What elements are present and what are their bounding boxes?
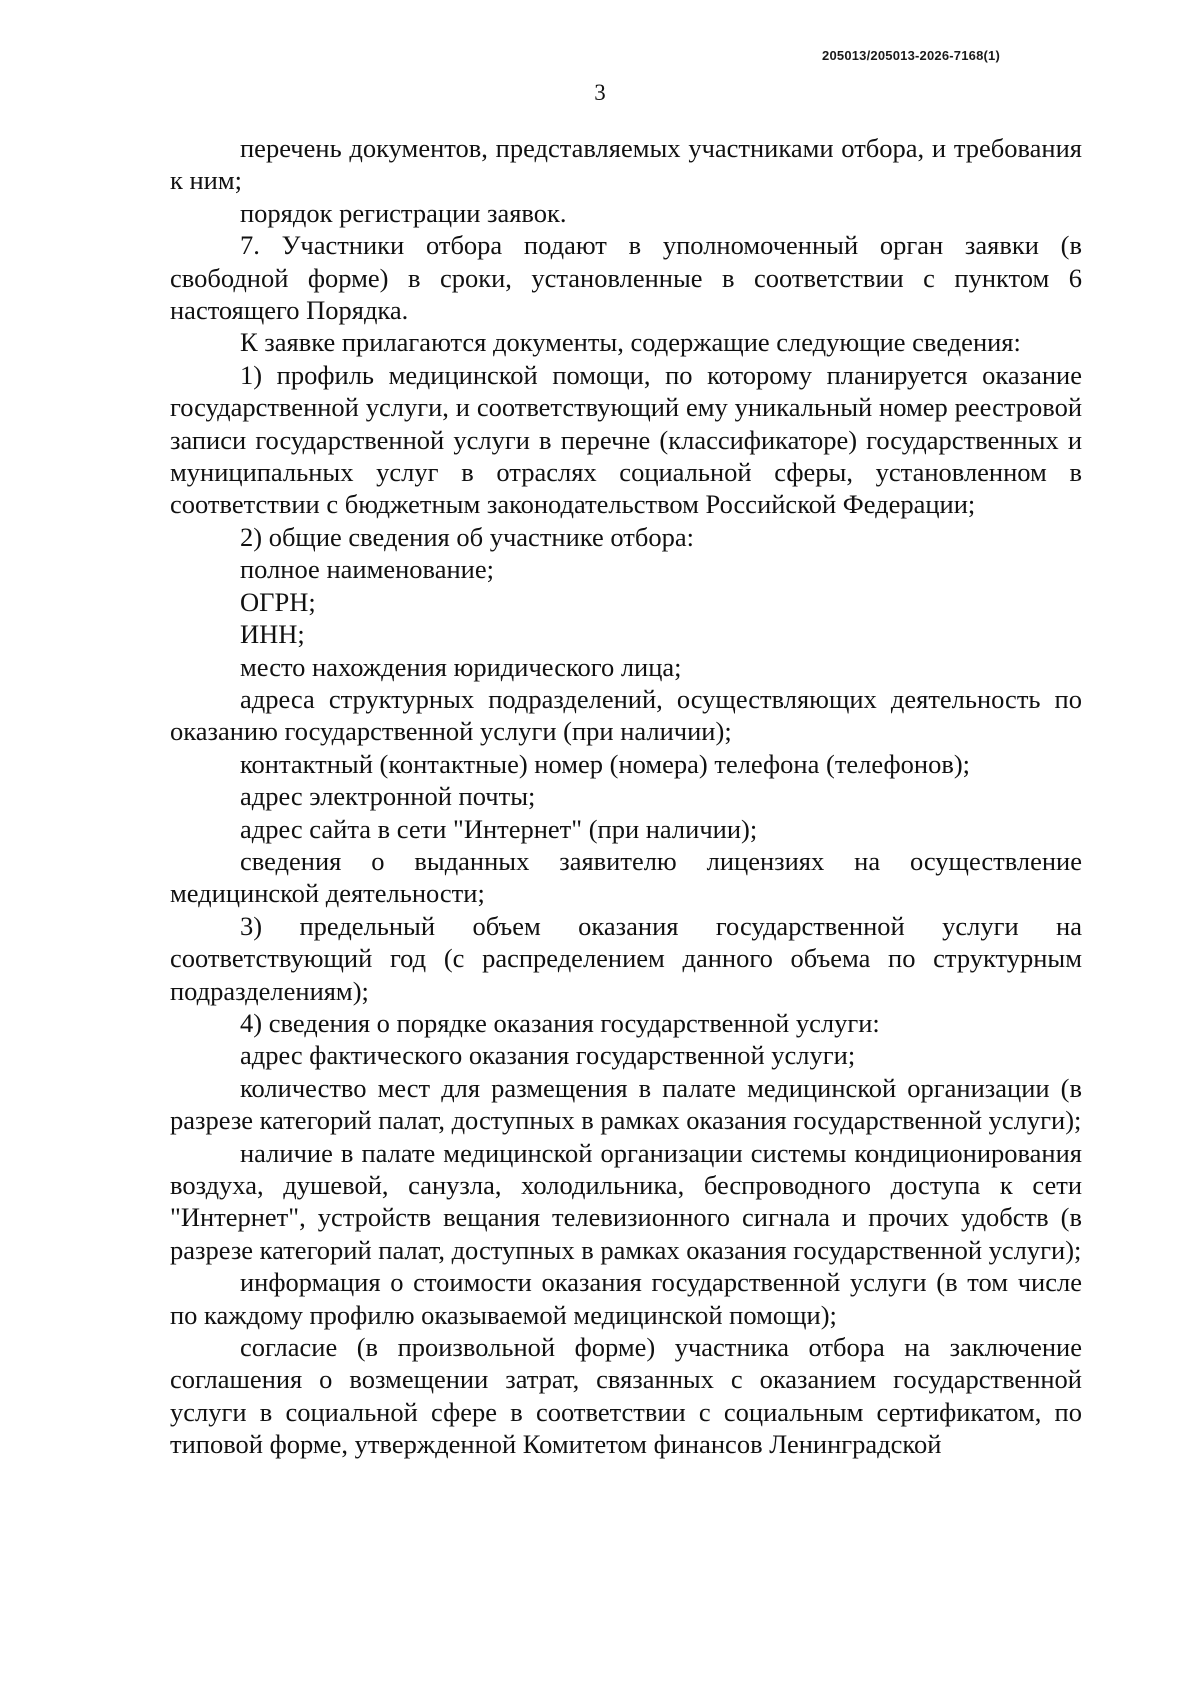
paragraph-email: адрес электронной почты; bbox=[240, 781, 536, 812]
paragraph-phone: контактный (контактные) номер (номера) телефона (телефонов); bbox=[240, 748, 971, 779]
paragraph-actual-address: адрес фактического оказания государственной услуги; bbox=[240, 1040, 856, 1071]
paragraph-division-addresses: адреса структурных подразделений, осуществляющих деятельность по оказанию государственной услуги (при наличии); bbox=[170, 683, 1082, 747]
paragraph-places-count: количество мест для размещения в палате медицинской организации (в разрезе категорий палат, доступных в рамках оказания государственной услуги); bbox=[170, 1072, 1082, 1136]
page-number: 3 bbox=[594, 80, 606, 105]
paragraph-ogrn: ОГРН; bbox=[240, 586, 316, 617]
paragraph-clause-7: 7. Участники отбора подают в уполномоченный орган заявки (в свободной форме) в сроки, установленные в соответствии с пунктом 6 настоящего Порядка. bbox=[170, 230, 1082, 326]
paragraph-amenities: наличие в палате медицинской организации системы кондиционирования воздуха, душевой, санузла, холодильника, беспроводного доступа к сети "Интернет", устройств вещания телевизионного сигнала и прочих удобств (в разрезе категорий палат, доступных в рамках оказания государственной услуги); bbox=[170, 1137, 1082, 1265]
paragraph-website: адрес сайта в сети "Интернет" (при наличии); bbox=[240, 813, 758, 844]
paragraph-consent: согласие (в произвольной форме) участника отбора на заключение соглашения о возмещении затрат, связанных с оказанием государственной услуги в социальной сфере в соответствии с социальным сертификатом, по типовой форме, утвержденной Комитетом финансов Ленинградской bbox=[170, 1332, 1082, 1460]
document-body bbox=[170, 132, 1082, 1461]
paragraph-legal-address: место нахождения юридического лица; bbox=[240, 651, 682, 682]
document-id: 205013/205013-2026-7168(1) bbox=[822, 48, 1000, 63]
paragraph-registration-order: порядок регистрации заявок. bbox=[240, 197, 567, 228]
paragraph-cost-info: информация о стоимости оказания государственной услуги (в том числе по каждому профилю оказываемой медицинской помощи); bbox=[170, 1267, 1082, 1330]
paragraph-item-2: 2) общие сведения об участнике отбора: bbox=[240, 521, 694, 552]
paragraph-docs-list: перечень документов, представляемых участниками отбора, и требования к ним; bbox=[170, 133, 1082, 196]
paragraph-inn: ИНН; bbox=[240, 619, 305, 650]
paragraph-item-4: 4) сведения о порядке оказания государственной услуги: bbox=[240, 1007, 880, 1038]
paragraph-attachments-intro: К заявке прилагаются документы, содержащие следующие сведения: bbox=[240, 327, 1021, 358]
paragraph-licenses: сведения о выданных заявителю лицензиях на осуществление медицинской деятельности; bbox=[170, 845, 1082, 909]
paragraph-item-1: 1) профиль медицинской помощи, по которому планируется оказание государственной услуги, и соответствующий ему уникальный номер реестровой записи государственной услуги в перечне (классификаторе) государственных и муниципальных услуг в отраслях социальной сферы, установленном в соответствии с бюджетным законодательством Российской Федерации; bbox=[170, 359, 1082, 520]
paragraph-full-name: полное наименование; bbox=[240, 554, 494, 585]
paragraph-item-3: 3) предельный объем оказания государственной услуги на соответствующий год (с распределением данного объема по структурным подразделениям); bbox=[170, 910, 1082, 1006]
